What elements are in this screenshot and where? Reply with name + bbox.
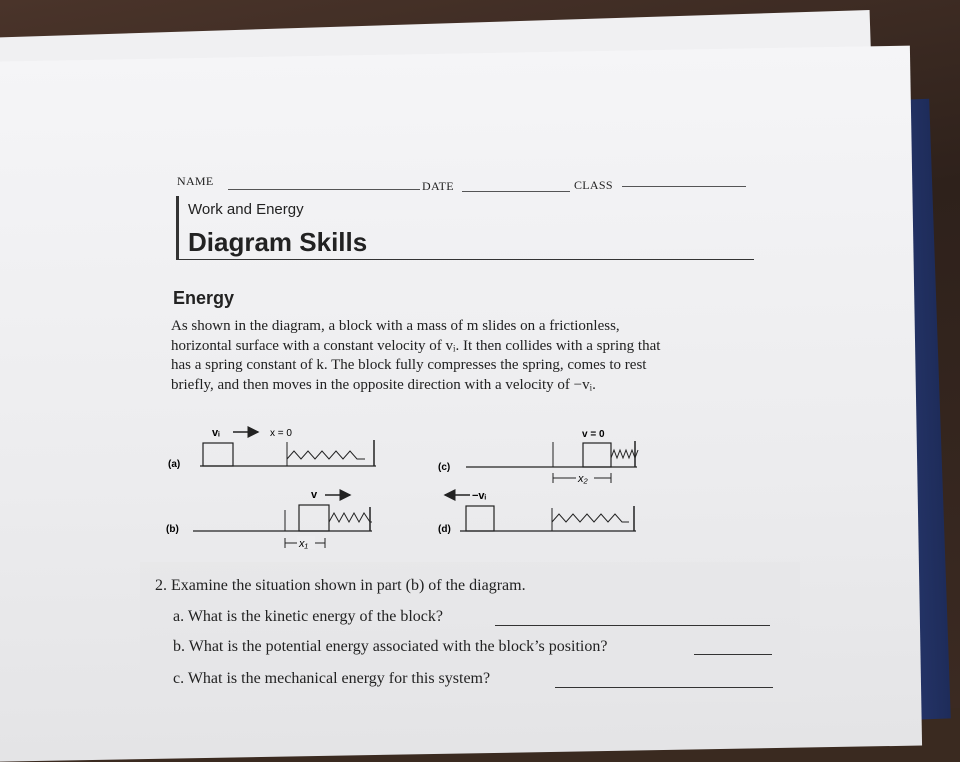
panel-a-velocity: vᵢ: [212, 427, 220, 439]
answer-line-2c[interactable]: [555, 687, 773, 688]
paragraph-line-4: briefly, and then moves in the opposite direction with a velocity of −vᵢ.: [171, 377, 596, 393]
date-label: DATE: [422, 179, 454, 193]
panel-a-block: [203, 443, 233, 466]
panel-c-spring: [611, 450, 638, 458]
name-label: NAME: [177, 174, 214, 188]
panel-b-velocity: v: [311, 489, 318, 501]
panel-c-label: (c): [438, 462, 451, 473]
question-2b: b. What is the potential energy associated with the block’s position?: [173, 638, 608, 655]
question-2: 2. Examine the situation shown in part (b) of the diagram.: [155, 577, 526, 594]
panel-b-displacement: x₁: [299, 538, 308, 550]
panel-a-label: (a): [168, 459, 181, 470]
panel-c-displacement: x₂: [578, 473, 588, 485]
class-label: CLASS: [574, 178, 613, 192]
panel-b-label: (b): [166, 524, 179, 535]
panel-c-block: [583, 443, 611, 467]
panel-b-block: [299, 505, 329, 531]
panel-a-position: x = 0: [270, 428, 292, 439]
question-2c: c. What is the mechanical energy for this system?: [173, 670, 491, 687]
panel-b-spring: [329, 513, 372, 522]
worksheet-subtitle: Work and Energy: [188, 201, 304, 218]
question-2a: a. What is the kinetic energy of the block?: [173, 608, 443, 625]
paragraph-line-2: horizontal surface with a constant velocity of vᵢ. It then collides with a spring that: [171, 338, 661, 354]
panel-d-velocity: −vᵢ: [472, 490, 487, 502]
panel-d-label: (d): [438, 524, 451, 535]
answer-line-2a[interactable]: [495, 625, 770, 626]
answer-line-2b[interactable]: [694, 654, 772, 655]
paragraph-line-3: has a spring constant of k. The block fully compresses the spring, comes to rest: [171, 357, 647, 373]
worksheet-title: Diagram Skills: [188, 227, 368, 257]
paragraph-line-1: As shown in the diagram, a block with a mass of m slides on a frictionless,: [171, 318, 620, 334]
section-heading: Energy: [173, 288, 235, 308]
panel-c-velocity: v = 0: [582, 429, 605, 440]
panel-a-spring: [287, 451, 365, 459]
panel-d-spring: [552, 514, 629, 522]
panel-d-block: [466, 506, 494, 531]
